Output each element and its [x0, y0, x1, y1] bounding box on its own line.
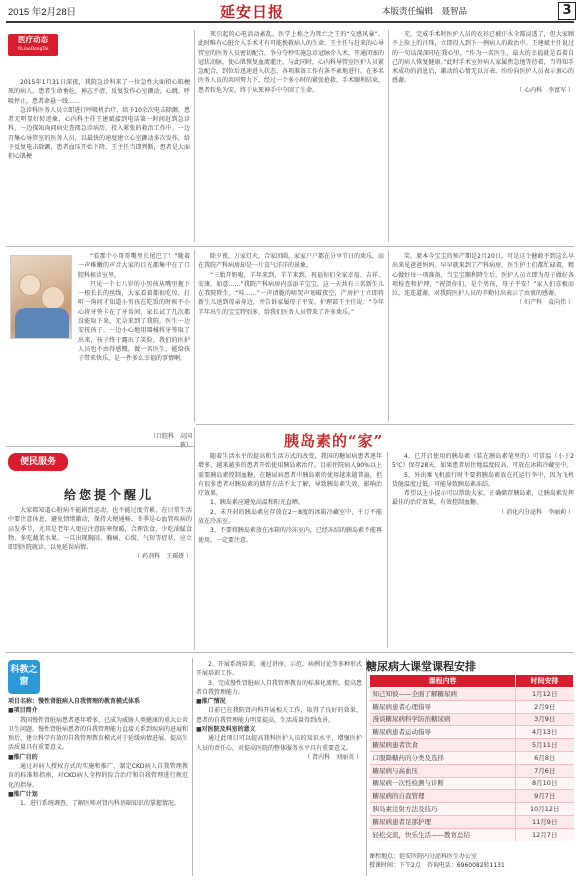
paragraph: 急诊科医务人员立即进行呼吸机治疗，给予10余次电击除颤，患者无明显好转迹象，心内科主任王建斌接到电话第一时间赶到急诊科，一边探知询问病史查阅急诊病历，投入紧张的救治工作中。一边召集心导管室的医务人员，以最快的速度建立心室颤动多次发作，给予反复电击除颤，患者血压开始下降，王主任当即判断，患者是大面积心肌梗: [8, 106, 190, 161]
course-content: 糖尿病患者心理指导: [370, 700, 516, 713]
course-date: 8月10日: [516, 777, 574, 790]
course-schedule-table: [369, 674, 574, 841]
course-content: 糖尿病的自我管理: [370, 790, 516, 803]
paragraph: 4、已开启使用的胰岛素（装在胰岛素笔里的）可常温（小于25℃）保存28天，如果患者居住地温度较高，可放在冰箱冷藏室中。: [392, 453, 574, 470]
column-header-date: 时间安排: [516, 675, 574, 688]
byline: （ 消化内分泌科 李丽莉 ）: [498, 508, 574, 516]
section-rule: [6, 446, 194, 447]
section-rule: [6, 652, 574, 653]
course-date: 11月9日: [516, 815, 574, 828]
section-badge-science: 科教之窗: [8, 660, 40, 694]
course-footer: [369, 853, 574, 870]
course-title: 糖尿病大课堂课程安排: [366, 660, 476, 673]
story1-col3: [392, 30, 574, 242]
byline: （ 心内科 李富军 ）: [516, 86, 574, 94]
course-content: 糖尿病患者饮食: [370, 739, 516, 752]
table-row: [370, 713, 574, 726]
course-location: 课程地点：延安医院内分泌科医生办公室: [369, 853, 478, 860]
paragraph: 死引起的心电活动紊乱，医学上称之为死亡之王的“交感风暴”。此时唯有心脏介入手术才有可能挽救病人的生命，王主任与赶来的心导管室的医务人员密切配合，争分夺秒实施急诊冠脉介入术，开通闭塞的冠状动脉，使心肌恢复血流灌注。与此同时，心内科导管室医护人员紧急配合，到位后迅速进入状态，各项准备工作有条不紊地进行。在多名医务人员的共同努力下，经过一个多小时的紧张抢救，手术顺利结束，患者转危为安，终于从死神手中夺回了生命。: [198, 31, 384, 94]
paragraph: 只见一个七八岁的小男孩从嘴里拖下一根长长的丝线，大家看着都很吃惊，打听一询问才知道小男孩在吃饭的时候不小心将牙签卡在了牙齿间，家长试了几次都没能取下来，无奈来到了我院。医生一边安抚孩子，一边小心地用器械将牙签取了出来，孩子终于露出了笑脸，我们的医护人员也不由得感慨，做一名医生，能给孩子带来快乐，是一件多么幸福的事情啊。: [78, 280, 190, 363]
course-content: 糖尿病一次性检测与诊断: [370, 777, 516, 790]
editor-credit: 本版责任编辑 聂智品: [382, 7, 468, 17]
paragraph: 3、完成慢性肾脏病人自我管理教育的标准化流程，提高患者自我管理能力。: [196, 679, 362, 696]
paragraph: 除夕夜，万家灯火，合家团圆。家家户户都在分享节日的欢乐，而在我院产科病房却是一片喜气洋洋的景象。: [198, 253, 384, 270]
story3-col3: [392, 252, 574, 420]
course-content: 糖尿病患者足部护理: [370, 815, 516, 828]
column-rule: [194, 250, 195, 422]
byline: （ 肾内科 刘丽英 ）: [304, 753, 362, 761]
paragraph: 通过对病人授权方式的实施和推广，制定CKD病人自我管理教育的标准和指南，对CKD病人全程的综合治疗和自我管理进行规范化的指导。: [8, 763, 188, 789]
science-col2: [196, 660, 362, 876]
course-date: 6月8日: [516, 751, 574, 764]
course-date: 10月12日: [516, 803, 574, 816]
course-date: 1月12日: [516, 688, 574, 701]
table-row: [370, 739, 574, 752]
table-row: [370, 777, 574, 790]
column-rule: [192, 658, 193, 876]
newspaper-logo: 延安日报: [220, 3, 285, 21]
course-date: 3月9日: [516, 713, 574, 726]
course-date: 4月13日: [516, 726, 574, 739]
table-row: [370, 751, 574, 764]
story2-col1-right: [78, 252, 190, 392]
paragraph: 随着生活水平的提高和生活方式的改变，我国的糖尿病患者逐年增多，越来越多的患者开始使用胰岛素治疗。目前住院病人90%以上需要胰岛素控制血糖，在糖尿病患者中胰岛素的使用越来越普遍，但有很多患者对胰岛素的储存方法不太了解，导致胰岛素失效，影响治疗效果。: [198, 453, 382, 498]
column-rule: [387, 452, 388, 648]
column-header-content: 课程内容: [370, 675, 516, 688]
insulin-col2: [392, 452, 574, 648]
story1-col2: [198, 30, 384, 242]
section-subtitle: YiLiaoDongTai: [17, 47, 49, 52]
subhead: ■推广计划: [8, 790, 38, 798]
paragraph: 希望以上小提示可以帮助大家，正确储存胰岛素，让胰岛素发挥最佳的治疗效果，有效控制血糖。: [392, 490, 574, 507]
table-row: [370, 726, 574, 739]
paragraph: 2015年1月31日深夜，我院急诊科来了一位急性大面积心肌梗死的病人。患者生命垂危，神志不清，反复发作心室颤动，心跳、呼吸停止，患者命悬一线……: [8, 79, 190, 105]
byline: （ 妇产科 袁向伟 ）: [516, 299, 574, 307]
table-row: [370, 803, 574, 816]
paragraph: 大家都知道心脏病不能剧烈运动，也不能过度劳累，在日常生活中要注意休息，避免情绪激动，保持大便通畅。冬季是心血管疾病的高发季节，尤其是老年人更应注意防寒保暖，合理饮食，少吃油腻食物，多吃蔬菜水果。一旦出现胸闷、胸痛、心慌、气短等症状，应立即到医院就诊，以免延误病情。: [8, 507, 192, 552]
paragraph: 充，完成手术时医护人员的衣衫已被汗水全都浸透了，但大家顾不上脸上的汗珠，立即投入到下一例病人的救治中。王建斌主任说过的一句话深深印在我心里，“作为一名医生，最大的幸福就是看着自己的病人恢复健康。”此时手术室外病人家属焦急地等待着，当得知手术成功的消息后，激动的心情无以言表，纷纷向医护人员表示衷心的感谢。: [392, 31, 574, 85]
course-date: 2月9日: [516, 700, 574, 713]
issue-date: 2015 年2月28日: [8, 7, 77, 18]
child-body: [15, 308, 69, 338]
column-rule: [194, 30, 195, 242]
course-content: 胰岛素注射方法及技巧: [370, 803, 516, 816]
course-content: 糖尿病与高血压: [370, 764, 516, 777]
column-rule: [366, 658, 367, 876]
science-col1: [8, 697, 188, 877]
column-rule: [388, 30, 389, 242]
children-photo: [10, 255, 72, 339]
paragraph: 1、进行系统调查，了解医师对肾内科基础知识的掌握情况。: [20, 800, 180, 808]
insulin-col1: [198, 452, 382, 648]
course-content: 知己知彼——全面了解糖尿病: [370, 688, 516, 701]
story1-col1: [8, 78, 190, 242]
course-date: 12月7日: [516, 828, 574, 841]
reminder-title: 给您提个醒儿: [64, 488, 155, 502]
table-row: [370, 764, 574, 777]
story3-col2: [198, 252, 384, 420]
course-date: 7月6日: [516, 764, 574, 777]
project-name: 项目名称：慢性肾脏病人自我管理的教育模式体系: [8, 698, 141, 705]
table-header-row: [370, 675, 574, 688]
course-date: 9月7日: [516, 790, 574, 803]
paragraph: 通过此项目可以提高我科医护人员的知识水平，增强医护人员的责任心，对提高医院的整体服务水平具有重要意义。: [196, 735, 362, 752]
paragraph: 2、未开封的胰岛素应存放在2～8度的冰箱冷藏室中，千万不能放在冷冻室。: [198, 508, 382, 526]
subhead: ■推广目的: [8, 753, 38, 761]
paragraph: 2、开展系统培训，通过讲座、示范、病例讨论等多种形式开展培训工作。: [196, 661, 362, 678]
subhead: ■对医院及科室的意义: [196, 726, 256, 734]
paragraph: “三胎开奶啦，羊年来到，羊羊来到，祝福你们全家幸福、吉祥、安康、如意……”我院产科病房内喜添羊宝宝，这一天共有三名新生儿在我院降生，“哇……”一声清脆的啼哭声划破夜空，产房护士立即将新生儿送到母亲身边，并告诉家属母子平安。护理部王主任说：“今年羊年出生的宝宝特别多，给我们医务人员带来了许多欢乐。”: [198, 271, 384, 316]
paragraph: 我国慢性肾脏病患者逐年增多，已成为威胁人类健康的重大公共卫生问题。慢性肾脏病患者的自我管理能力直接关系到疾病的进展和预后，建立科学有效的自我管理教育模式对于延缓病情进展、提高生活质量具有重要意义。: [8, 716, 188, 752]
course-content: 口服降糖药的分类及选择: [370, 751, 516, 764]
course-content: 漫谈糖尿病科学防治糖尿病: [370, 713, 516, 726]
table-row: [370, 700, 574, 713]
table-row: [370, 828, 574, 841]
subhead: ■项目简介: [8, 707, 38, 715]
byline: （口腔科 高国: [150, 433, 192, 440]
section-title: 医疗动态: [18, 35, 48, 44]
child-face: [19, 274, 41, 296]
subhead: ■推广情况: [196, 698, 226, 706]
course-time-phone: 授课时间：下午2点 咨询电话：6960082转1131: [369, 861, 505, 869]
section-badge-medical: [8, 34, 58, 56]
reminder-body: [8, 506, 192, 646]
paragraph: “看那个小哥哥嘴里长尾巴了！”随着一声稚嫩的声音大家的目光都集中在了口腔科候诊室里。: [78, 253, 190, 279]
story2-byline-wrap: [150, 432, 192, 451]
column-rule: [194, 428, 195, 650]
table-row: [370, 815, 574, 828]
child-face: [41, 286, 65, 310]
paragraph: 目前已在我院肾内科开展相关工作，取得了良好的效果，患者的自我管理能力明显提高，生活质量得到改善。: [196, 707, 362, 724]
paragraph: 1、胰岛素应避免高温和阳光直晒。: [210, 499, 304, 507]
insulin-article-title: 胰岛素的“家”: [284, 432, 384, 450]
course-content: 糖尿病患者运动指导: [370, 726, 516, 739]
course-content: 轻松交流，快乐生活——教育总结: [370, 828, 516, 841]
column-rule: [388, 250, 389, 422]
page-number: 3: [558, 2, 576, 20]
paragraph: 3、不要将胰岛素放在冰箱的冷冻室内，已经冻结的胰岛素不能再使用，一定要注意。: [198, 527, 382, 544]
paragraph: 5、外出乘飞机旅行时不要将胰岛素放在托运行李中，因为飞机货舱温度过低，可能导致胰岛素冻结。: [392, 471, 574, 488]
byline: （ 药剂科 王瑶妍 ）: [134, 553, 192, 561]
section-badge-convenience: 便民服务: [8, 453, 68, 471]
course-date: 5月11日: [516, 739, 574, 752]
section-rule: [196, 424, 574, 425]
header-rule: [6, 21, 574, 23]
paragraph: 笑。原本今宝宝的预产期是2月20日，可是这个健敢不到这么早出来见爸爸妈妈。早早就来到了产科病房，医生护士们都忙碌着，精心做好每一项准备，当宝宝顺利降生后，医护人员立即为母子做好各项检查和护理，“祝贺你们，是个男孩，母子平安！”家人们喜极而泣，连连道谢，对我院医护人员的辛勤付出表示了由衷的感谢。: [392, 253, 574, 298]
table-row: [370, 790, 574, 803]
table-row: [370, 688, 574, 701]
section-rule: [6, 246, 574, 247]
